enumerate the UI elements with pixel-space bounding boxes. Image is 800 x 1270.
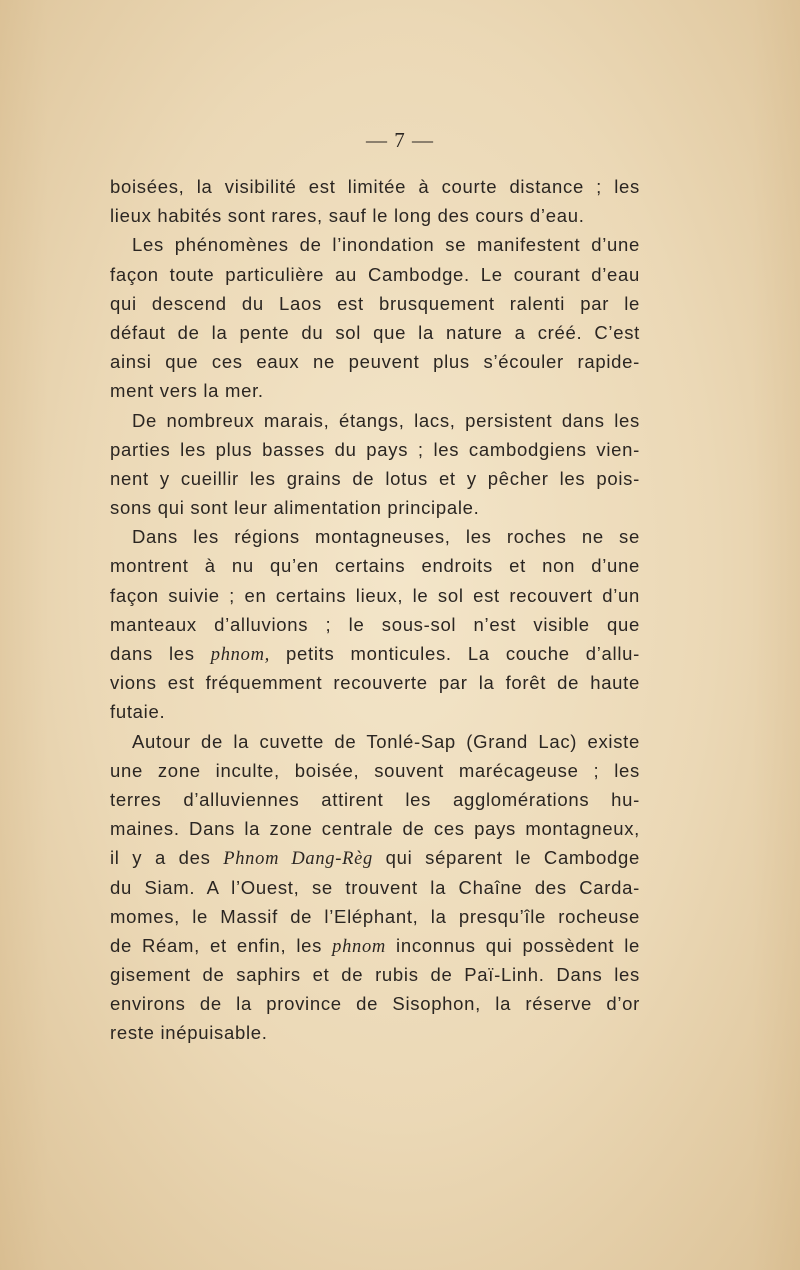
text-line: gisement de saphirs et de rubis de Paï-Linh. Dans les — [110, 964, 640, 986]
body-text — [110, 172, 640, 1048]
text-line — [110, 843, 640, 872]
text-line: parties les plus basses du pays ; les cambodgiens vien- — [110, 438, 640, 460]
text-fragment: qui séparent le Cambodge — [385, 847, 640, 869]
text-line: boisées, la visibilité est limitée à courte distance ; les — [110, 176, 640, 197]
text-line: lieux habités sont rares, sauf le long des cours d’eau. — [110, 205, 585, 227]
text-line: façon suivie ; en certains lieux, le sol est recouvert d’un — [110, 584, 640, 606]
text-fragment: inconnus qui possèdent le — [396, 934, 641, 956]
italic-term: phnom — [332, 936, 386, 957]
text-line: nent y cueillir les grains de lotus et y pêcher les pois- — [110, 467, 640, 489]
text-line — [110, 639, 640, 668]
text-line: façon toute particulière au Cambodge. Le courant d’eau — [110, 263, 640, 285]
text-line: Autour de la cuvette de Tonlé-Sap (Grand Lac) existe — [132, 730, 640, 752]
text-line — [110, 931, 640, 960]
text-line: une zone inculte, boisée, souvent marécageuse ; les — [110, 759, 640, 781]
text-line: momes, le Massif de l’Eléphant, la presqu’île rocheuse — [110, 905, 640, 927]
text-fragment: dans les — [110, 643, 195, 664]
text-line: Dans les régions montagneuses, les roches ne se — [132, 526, 640, 548]
text-fragment: il y a des — [110, 847, 211, 869]
text-line: manteaux d’alluvions ; le sous-sol n’est visible que — [110, 613, 640, 635]
text-line: maines. Dans la zone centrale de ces pays montagneux, — [110, 818, 640, 840]
page-number: — 7 — — [366, 128, 434, 152]
text-fragment: petits monticules. La couche d’allu- — [286, 643, 641, 664]
text-line: sons qui sont leur alimentation principale. — [110, 497, 480, 519]
text-line: qui descend du Laos est brusquement ralenti par le — [110, 292, 640, 314]
text-line: terres d’alluviennes attirent les agglomérations hu- — [110, 788, 640, 810]
text-line: reste inépuisable. — [110, 1022, 268, 1044]
italic-term: Phnom Dang-Règ — [223, 849, 373, 870]
text-line: environs de la province de Sisophon, la réserve d’or — [110, 993, 640, 1015]
text-line: ainsi que ces eaux ne peuvent plus s’écouler rapide- — [110, 351, 640, 373]
text-line: montrent à nu qu’en certains endroits et non d’une — [110, 555, 640, 577]
text-line: ment vers la mer. — [110, 380, 264, 402]
text-line: défaut de la pente du sol que la nature a créé. C’est — [110, 321, 640, 343]
text-line: du Siam. A l’Ouest, se trouvent la Chaîne des Carda- — [110, 876, 640, 898]
text-line: Les phénomènes de l’inondation se manifestent d’une — [132, 234, 640, 256]
text-line: De nombreux marais, étangs, lacs, persistent dans les — [132, 409, 640, 431]
text-line: vions est fréquemment recouverte par la forêt de haute — [110, 672, 640, 694]
text-fragment: de Réam, et enfin, les — [110, 934, 323, 956]
italic-term: phnom, — [210, 645, 270, 665]
text-line: futaie. — [110, 701, 166, 723]
